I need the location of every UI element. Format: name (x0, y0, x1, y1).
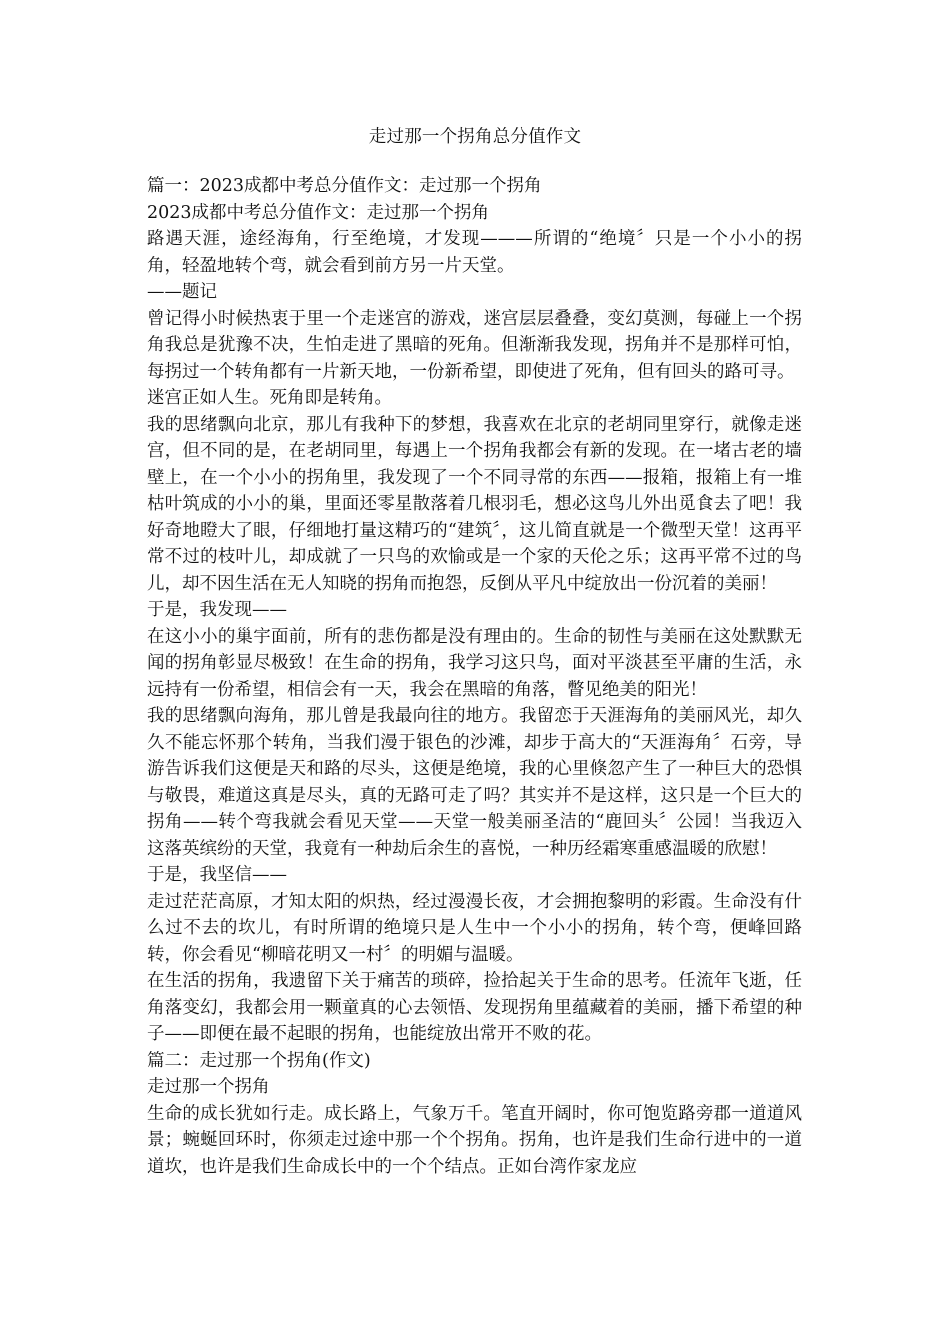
paragraph: 路遇天涯，途经海角，行至绝境，才发现———所谓的“绝境〞只是一个小小的拐角，轻盈地转个弯，就会看到前方另一片天堂。 (147, 229, 802, 276)
document-title: 走过那一个拐角总分值作文 (368, 127, 582, 147)
paragraph-essay1-heading: 篇一：2023成都中考总分值作文：走过那一个拐角 (147, 176, 542, 196)
paragraph: 在这小小的巢宇面前，所有的悲伤都是没有理由的。生命的韧性与美丽在这处默默无闻的拐角彰显尽极致！在生命的拐角，我学习这只鸟，面对平淡甚至平庸的生活，永远持有一份希望，相信会有一天，我会在黑暗的角落，瞥见绝美的阳光！ (147, 626, 802, 700)
document-body (147, 173, 802, 1180)
paragraph: 迷宫正如人生。死角即是转角。 (147, 388, 392, 408)
paragraph: 我的思绪飘向北京，那儿有我种下的梦想，我喜欢在北京的老胡同里穿行，就像走迷宫，但不同的是，在老胡同里，每遇上一个拐角我都会有新的发现。在一堵古老的墙壁上，在一个小小的拐角里，我发现了一个不同寻常的东西——报箱，报箱上有一堆枯叶筑成的小小的巢，里面还零星散落着几根羽毛，想必这鸟儿外出觅食去了吧！我好奇地瞪大了眼，仔细地打量这精巧的“建筑〞，这儿简直就是一个微型天堂！这再平常不过的枝叶儿，却成就了一只鸟的欢愉或是一个家的天伦之乐；这再平常不过的鸟儿，却不因生活在无人知晓的拐角而抱怨，反倒从平凡中绽放出一份沉着的美丽！ (147, 414, 802, 594)
paragraph-essay1-subheading: 2023成都中考总分值作文：走过那一个拐角 (147, 202, 490, 223)
paragraph: 走过茫茫高原，才知太阳的炽热，经过漫漫长夜，才会拥抱黎明的彩霞。生命没有什么过不去的坎儿，有时所谓的绝境只是人生中一个小小的拐角，转个弯，便峰回路转，你会看见“柳暗花明又一村〞的明媚与温暖。 (147, 891, 802, 965)
paragraph: 于是，我发现—— (147, 600, 287, 620)
paragraph-essay2-heading: 篇二：走过那一个拐角(作文) (147, 1050, 371, 1071)
paragraph: 我的思绪飘向海角，那儿曾是我最向往的地方。我留恋于天涯海角的美丽风光，却久久不能忘怀那个转角，当我们漫于银色的沙滩，却步于高大的“天涯海角〞石旁，导游告诉我们这便是天和路的尽头，这便是绝境，我的心里倏忽产生了一种巨大的恐惧与敬畏，难道这真是尽头，真的无路可走了吗？其实并不是这样，这只是一个巨大的拐角——转个弯我就会看见天堂——天堂一般美丽圣洁的“鹿回头〞公园！当我迈入这落英缤纷的天堂，我竟有一种劫后余生的喜悦，一种历经霜寒重感温暖的欣慰！ (147, 706, 802, 859)
paragraph: 曾记得小时候热衷于里一个走迷宫的游戏，迷宫层层叠叠，变幻莫测，每碰上一个拐角我总是犹豫不决，生怕走进了黑暗的死角。但渐渐我发现，拐角并不是那样可怕，每拐过一个转角都有一片新天地，一份新希望，即使进了死角，但有回头的路可寻。 (147, 308, 802, 382)
paragraph-essay2-subheading: 走过那一个拐角 (147, 1077, 270, 1097)
paragraph-epigraph-credit: ——题记 (147, 282, 217, 302)
paragraph: 在生活的拐角，我遗留下关于痛苦的琐碎，捡拾起关于生命的思考。任流年飞逝，任角落变幻，我都会用一颗童真的心去领悟、发现拐角里蕴藏着的美丽，播下希望的种子——即便在最不起眼的拐角，也能绽放出常开不败的花。 (147, 971, 802, 1044)
paragraph: 生命的成长犹如行走。成长路上，气象万千。笔直开阔时，你可饱览路旁郡一道道风景；蜿蜒回环时，你须走过途中那一个个拐角。拐角，也许是我们生命行进中的一道道坎，也许是我们生命成长中的一个个结点。正如台湾作家龙应 (147, 1103, 802, 1177)
paragraph: 于是，我坚信—— (147, 865, 287, 885)
